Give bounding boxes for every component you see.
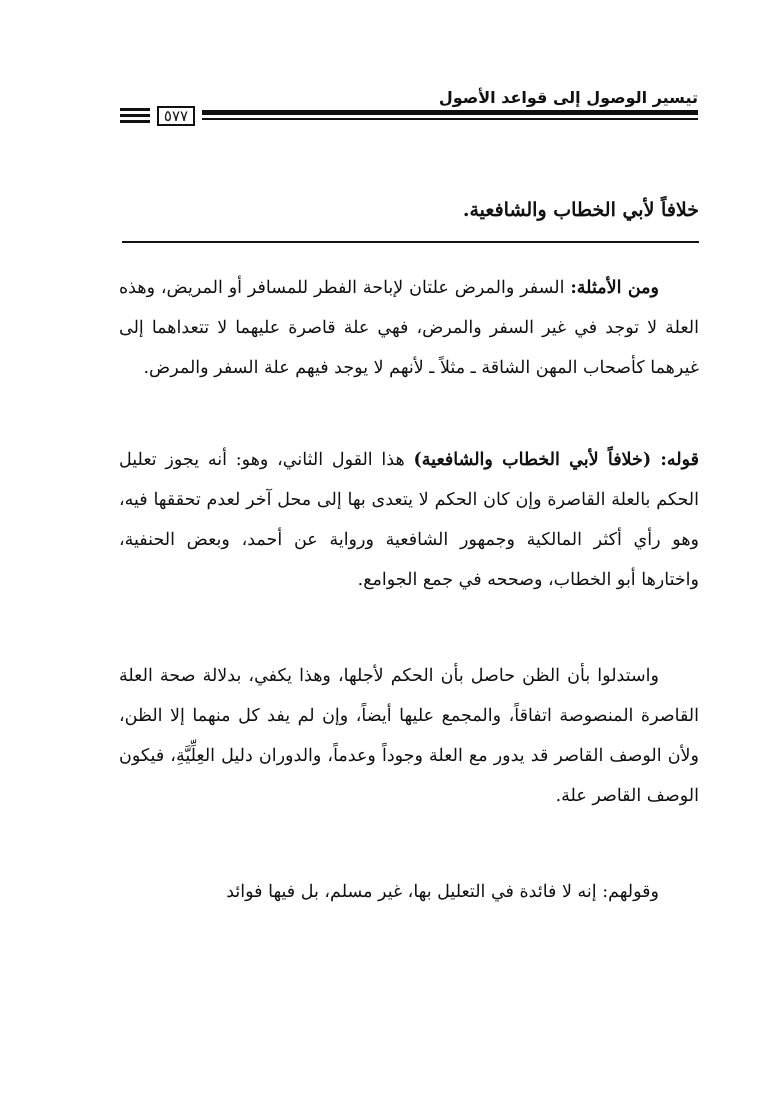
paragraph-response bbox=[119, 872, 699, 912]
paragraph-commentary bbox=[119, 440, 699, 600]
evidence-text: واستدلوا بأن الظن حاصل بأن الحكم لأجلها، وهذا يكفي، بدلالة صحة العلة القاصرة المنصوصة اتفاقاً، والمجمع عليها أيضاً، وإن لم يفد كل منهما إلا الظن، ولأن الوصف القاصر قد يدور مع العلة وجوداً وعدماً، والدوران دليل العِلِّيَّةِ، فيكون الوصف القاصر علة. bbox=[119, 666, 699, 806]
examples-heading: ومن الأمثلة: bbox=[570, 278, 660, 298]
response-text: وقولهم: إنه لا فائدة في التعليل بها، غير مسلم، بل فيها فوائد bbox=[226, 882, 659, 902]
header-rule bbox=[120, 120, 150, 123]
paragraph-examples bbox=[119, 268, 699, 388]
header-rule bbox=[120, 114, 150, 117]
page-header bbox=[120, 82, 698, 132]
page-number: ٥٧٧ bbox=[157, 106, 195, 126]
paragraph-evidence bbox=[119, 656, 699, 816]
commentary-lead: قوله: (خلافاً لأبي الخطاب والشافعية) bbox=[413, 450, 699, 470]
header-rule bbox=[120, 108, 150, 111]
continued-text-line: خلافاً لأبي الخطاب والشافعية. bbox=[462, 199, 699, 221]
commentary-text: هذا القول الثاني، وهو: أنه يجوز تعليل الحكم بالعلة القاصرة وإن كان الحكم لا يتعدى بها إلى محل آخر لعدم تحققها فيه، وهو رأي أكثر المالكية وجمهور الشافعية ورواية عن أحمد، وبعض الحنفية، واختارها أبو الخطاب، وصححه في جمع الجوامع. bbox=[119, 450, 699, 590]
section-separator bbox=[122, 241, 699, 243]
examples-text: السفر والمرض علتان لإباحة الفطر للمسافر أو المريض، وهذه العلة لا توجد في غير السفر والمرض، فهي علة قاصرة عليهما لا تتعداهما إلى غيرهما كأصحاب المهن الشاقة ـ مثلاً ـ لأنهم لا يوجد فيهم علة السفر والمرض. bbox=[119, 278, 699, 378]
header-rule-thin bbox=[202, 118, 698, 120]
header-rule-thick bbox=[202, 110, 698, 115]
running-title: تيسير الوصول إلى قواعد الأصول bbox=[438, 88, 698, 107]
